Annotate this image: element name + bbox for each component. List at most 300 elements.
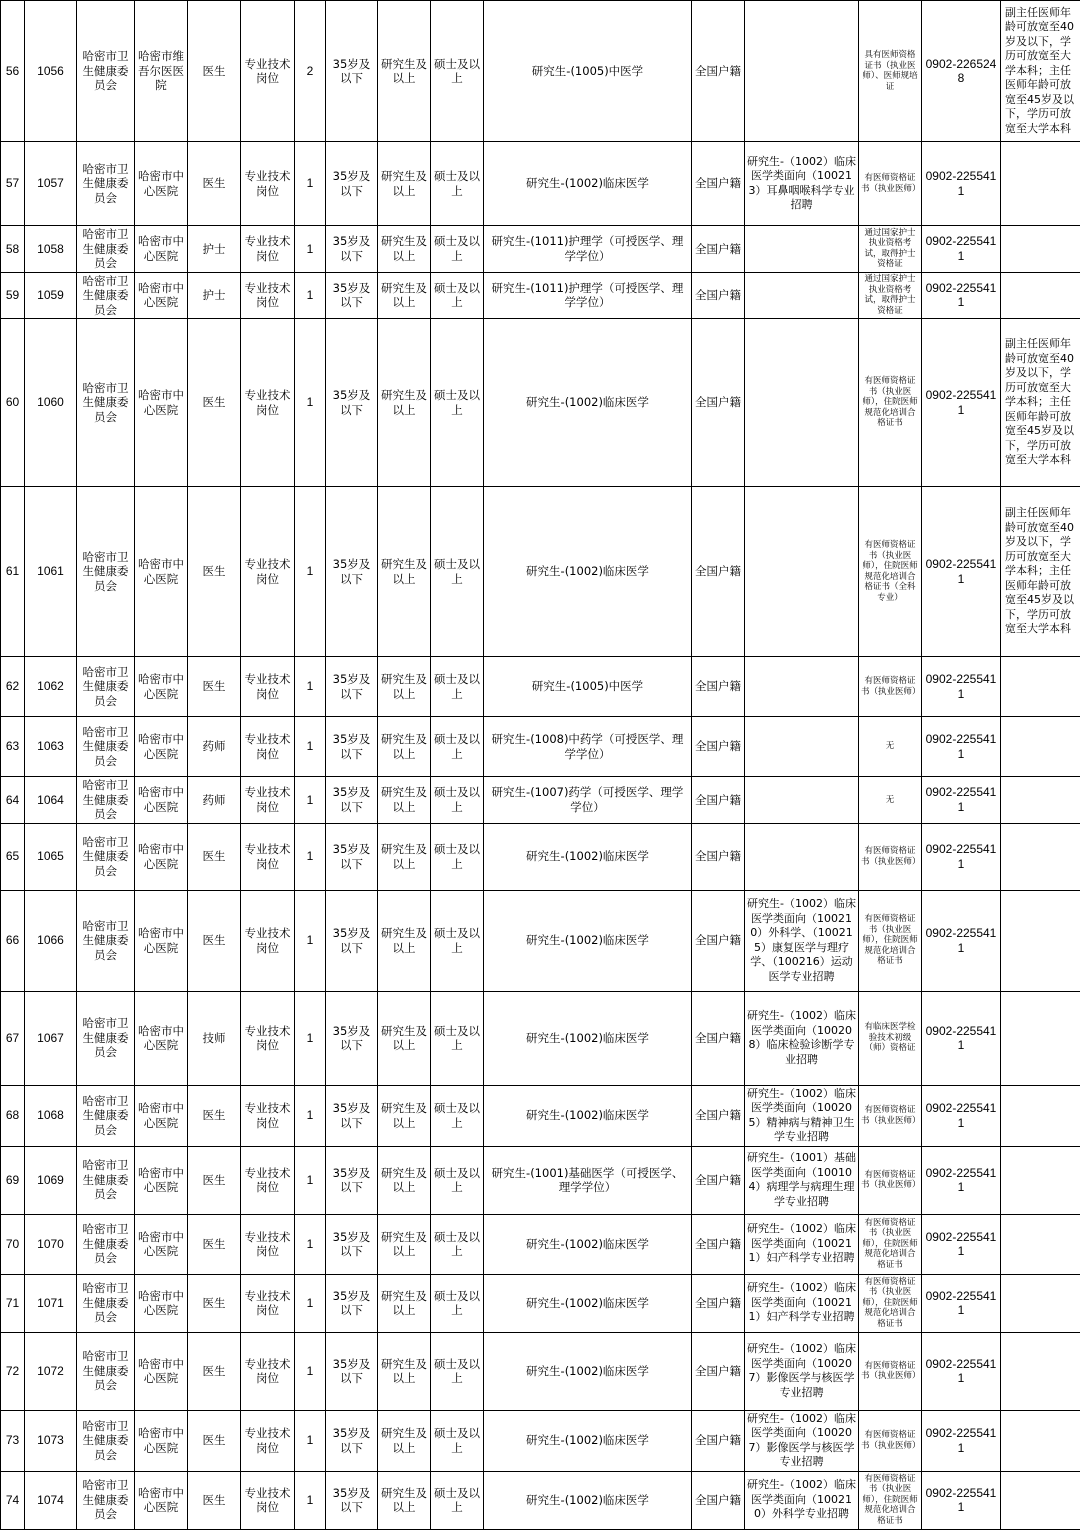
seq-cell: 72 [1, 1332, 25, 1410]
seq-cell: 66 [1, 890, 25, 991]
certificate-cell: 有医师资格证书（执业医师） [859, 1085, 922, 1146]
household-cell: 全国户籍 [692, 226, 745, 273]
dept-cell: 哈密市卫生健康委员会 [77, 890, 135, 991]
seq-cell: 63 [1, 717, 25, 777]
direction-cell: 研究生-（1002）临床医学类面向（100210）外科学专业招聘 [745, 1471, 859, 1529]
unit-cell: 哈密市中心医院 [135, 777, 188, 824]
education-cell: 研究生及以上 [378, 823, 431, 890]
age-cell: 35岁及以下 [326, 1, 378, 142]
age-cell: 35岁及以下 [326, 991, 378, 1085]
type-cell: 专业技术岗位 [241, 226, 295, 273]
phone-cell: 0902-2255411 [922, 272, 1001, 319]
note-cell [1001, 890, 1080, 991]
household-cell: 全国户籍 [692, 319, 745, 487]
headcount-cell: 1 [295, 226, 326, 273]
note-cell: 副主任医师年龄可放宽至40岁及以下，学历可放宽至大学本科；主任医师年龄可放宽至45岁及以下，学历可放宽至大学本科 [1001, 319, 1080, 487]
degree-cell: 硕士及以上 [431, 1214, 484, 1274]
headcount-cell: 1 [295, 1214, 326, 1274]
degree-cell: 硕士及以上 [431, 1410, 484, 1471]
certificate-cell: 有医师资格证书（执业医师） [859, 1332, 922, 1410]
age-cell: 35岁及以下 [326, 1085, 378, 1146]
headcount-cell: 1 [295, 142, 326, 226]
dept-cell: 哈密市卫生健康委员会 [77, 1, 135, 142]
type-cell: 专业技术岗位 [241, 1274, 295, 1332]
type-cell: 专业技术岗位 [241, 823, 295, 890]
age-cell: 35岁及以下 [326, 1146, 378, 1214]
dept-cell: 哈密市卫生健康委员会 [77, 823, 135, 890]
direction-cell: 研究生-（1002）临床医学类面向（100208）临床检验诊断学专业招聘 [745, 991, 859, 1085]
type-cell: 专业技术岗位 [241, 487, 295, 657]
code-cell: 1059 [25, 272, 77, 319]
major-cell: 研究生-(1002)临床医学 [484, 1410, 692, 1471]
direction-cell: 研究生-（1002）临床医学类面向（100207）影像医学与核医学专业招聘 [745, 1332, 859, 1410]
major-cell: 研究生-(1007)药学（可授医学、理学学位） [484, 777, 692, 824]
phone-cell: 0902-2255411 [922, 1471, 1001, 1529]
code-cell: 1074 [25, 1471, 77, 1529]
seq-cell: 73 [1, 1410, 25, 1471]
certificate-cell: 具有医师资格证书（执业医师）、医师规培证 [859, 1, 922, 142]
education-cell: 研究生及以上 [378, 1146, 431, 1214]
seq-cell: 74 [1, 1471, 25, 1529]
dept-cell: 哈密市卫生健康委员会 [77, 1274, 135, 1332]
education-cell: 研究生及以上 [378, 1085, 431, 1146]
direction-cell: 研究生-（1001）基础医学类面向（100104）病理学与病理生理学专业招聘 [745, 1146, 859, 1214]
household-cell: 全国户籍 [692, 1471, 745, 1529]
age-cell: 35岁及以下 [326, 319, 378, 487]
direction-cell [745, 823, 859, 890]
age-cell: 35岁及以下 [326, 1274, 378, 1332]
major-cell: 研究生-(1002)临床医学 [484, 1274, 692, 1332]
unit-cell: 哈密市中心医院 [135, 717, 188, 777]
phone-cell: 0902-2255411 [922, 717, 1001, 777]
note-cell [1001, 1146, 1080, 1214]
unit-cell: 哈密市中心医院 [135, 226, 188, 273]
direction-cell [745, 319, 859, 487]
table-row [1, 487, 1080, 657]
education-cell: 研究生及以上 [378, 777, 431, 824]
major-cell: 研究生-(1005)中医学 [484, 657, 692, 717]
headcount-cell: 1 [295, 1471, 326, 1529]
post-cell: 医生 [188, 1471, 241, 1529]
direction-cell: 研究生-（1002）临床医学类面向（100211）妇产科学专业招聘 [745, 1214, 859, 1274]
age-cell: 35岁及以下 [326, 142, 378, 226]
headcount-cell: 1 [295, 487, 326, 657]
table-row [1, 272, 1080, 319]
table-row [1, 717, 1080, 777]
post-cell: 医生 [188, 657, 241, 717]
phone-cell: 0902-2255411 [922, 991, 1001, 1085]
dept-cell: 哈密市卫生健康委员会 [77, 1332, 135, 1410]
phone-cell: 0902-2255411 [922, 1214, 1001, 1274]
note-cell [1001, 991, 1080, 1085]
dept-cell: 哈密市卫生健康委员会 [77, 1146, 135, 1214]
type-cell: 专业技术岗位 [241, 272, 295, 319]
table-row [1, 1214, 1080, 1274]
post-cell: 医生 [188, 1146, 241, 1214]
dept-cell: 哈密市卫生健康委员会 [77, 991, 135, 1085]
code-cell: 1056 [25, 1, 77, 142]
certificate-cell: 有医师资格证书（执业医师），住院医师规范化培训合格证书 [859, 1471, 922, 1529]
seq-cell: 61 [1, 487, 25, 657]
major-cell: 研究生-(1002)临床医学 [484, 1214, 692, 1274]
education-cell: 研究生及以上 [378, 1, 431, 142]
household-cell: 全国户籍 [692, 1146, 745, 1214]
direction-cell [745, 777, 859, 824]
degree-cell: 硕士及以上 [431, 319, 484, 487]
dept-cell: 哈密市卫生健康委员会 [77, 487, 135, 657]
unit-cell: 哈密市中心医院 [135, 1274, 188, 1332]
headcount-cell: 1 [295, 1410, 326, 1471]
seq-cell: 64 [1, 777, 25, 824]
post-cell: 护士 [188, 226, 241, 273]
degree-cell: 硕士及以上 [431, 991, 484, 1085]
table-row [1, 226, 1080, 273]
direction-cell: 研究生-（1002）临床医学类面向（100207）影像医学与核医学专业招聘 [745, 1410, 859, 1471]
degree-cell: 硕士及以上 [431, 1146, 484, 1214]
dept-cell: 哈密市卫生健康委员会 [77, 777, 135, 824]
degree-cell: 硕士及以上 [431, 142, 484, 226]
age-cell: 35岁及以下 [326, 1214, 378, 1274]
phone-cell: 0902-2255411 [922, 777, 1001, 824]
unit-cell: 哈密市中心医院 [135, 1214, 188, 1274]
education-cell: 研究生及以上 [378, 991, 431, 1085]
dept-cell: 哈密市卫生健康委员会 [77, 1410, 135, 1471]
seq-cell: 57 [1, 142, 25, 226]
degree-cell: 硕士及以上 [431, 272, 484, 319]
degree-cell: 硕士及以上 [431, 1, 484, 142]
headcount-cell: 1 [295, 890, 326, 991]
certificate-cell: 有医师资格证书（执业医师） [859, 823, 922, 890]
degree-cell: 硕士及以上 [431, 717, 484, 777]
post-cell: 药师 [188, 717, 241, 777]
unit-cell: 哈密市中心医院 [135, 890, 188, 991]
headcount-cell: 1 [295, 717, 326, 777]
type-cell: 专业技术岗位 [241, 1214, 295, 1274]
code-cell: 1058 [25, 226, 77, 273]
dept-cell: 哈密市卫生健康委员会 [77, 319, 135, 487]
household-cell: 全国户籍 [692, 777, 745, 824]
note-cell: 副主任医师年龄可放宽至40岁及以下，学历可放宽至大学本科；主任医师年龄可放宽至45岁及以下，学历可放宽至大学本科 [1001, 1, 1080, 142]
type-cell: 专业技术岗位 [241, 1146, 295, 1214]
type-cell: 专业技术岗位 [241, 657, 295, 717]
code-cell: 1071 [25, 1274, 77, 1332]
type-cell: 专业技术岗位 [241, 991, 295, 1085]
major-cell: 研究生-(1002)临床医学 [484, 1332, 692, 1410]
dept-cell: 哈密市卫生健康委员会 [77, 1085, 135, 1146]
phone-cell: 0902-2255411 [922, 823, 1001, 890]
phone-cell: 0902-2255411 [922, 1332, 1001, 1410]
unit-cell: 哈密市中心医院 [135, 1146, 188, 1214]
table-row [1, 1410, 1080, 1471]
major-cell: 研究生-(1002)临床医学 [484, 1471, 692, 1529]
code-cell: 1067 [25, 991, 77, 1085]
headcount-cell: 1 [295, 991, 326, 1085]
degree-cell: 硕士及以上 [431, 1085, 484, 1146]
household-cell: 全国户籍 [692, 1274, 745, 1332]
education-cell: 研究生及以上 [378, 1214, 431, 1274]
education-cell: 研究生及以上 [378, 717, 431, 777]
type-cell: 专业技术岗位 [241, 1, 295, 142]
note-cell [1001, 1085, 1080, 1146]
household-cell: 全国户籍 [692, 487, 745, 657]
table-row [1, 1274, 1080, 1332]
unit-cell: 哈密市维吾尔医医院 [135, 1, 188, 142]
certificate-cell: 有医师资格证书（执业医师），住院医师规范化培训合格证书 [859, 890, 922, 991]
phone-cell: 0902-2255411 [922, 1146, 1001, 1214]
education-cell: 研究生及以上 [378, 657, 431, 717]
certificate-cell: 有医师资格证书（执业医师） [859, 142, 922, 226]
household-cell: 全国户籍 [692, 272, 745, 319]
headcount-cell: 1 [295, 1146, 326, 1214]
note-cell [1001, 823, 1080, 890]
household-cell: 全国户籍 [692, 1410, 745, 1471]
education-cell: 研究生及以上 [378, 142, 431, 226]
seq-cell: 65 [1, 823, 25, 890]
phone-cell: 0902-2255411 [922, 226, 1001, 273]
household-cell: 全国户籍 [692, 823, 745, 890]
age-cell: 35岁及以下 [326, 890, 378, 991]
table-row [1, 142, 1080, 226]
dept-cell: 哈密市卫生健康委员会 [77, 272, 135, 319]
direction-cell [745, 226, 859, 273]
degree-cell: 硕士及以上 [431, 1471, 484, 1529]
post-cell: 技师 [188, 991, 241, 1085]
seq-cell: 69 [1, 1146, 25, 1214]
seq-cell: 70 [1, 1214, 25, 1274]
degree-cell: 硕士及以上 [431, 890, 484, 991]
direction-cell [745, 272, 859, 319]
certificate-cell: 有医师资格证书（执业医师），住院医师规范化培训合格证书 [859, 1274, 922, 1332]
education-cell: 研究生及以上 [378, 1471, 431, 1529]
education-cell: 研究生及以上 [378, 1410, 431, 1471]
direction-cell: 研究生-（1002）临床医学类面向（100210）外科学、（100215）康复医学与理疗学、（100216）运动医学专业招聘 [745, 890, 859, 991]
post-cell: 医生 [188, 1214, 241, 1274]
note-cell [1001, 1410, 1080, 1471]
post-cell: 医生 [188, 1, 241, 142]
major-cell: 研究生-(1002)临床医学 [484, 991, 692, 1085]
certificate-cell: 无 [859, 777, 922, 824]
certificate-cell: 有临床医学检验技术初级（师）资格证 [859, 991, 922, 1085]
phone-cell: 0902-2255411 [922, 1085, 1001, 1146]
direction-cell [745, 1, 859, 142]
seq-cell: 56 [1, 1, 25, 142]
phone-cell: 0902-2255411 [922, 890, 1001, 991]
post-cell: 护士 [188, 272, 241, 319]
code-cell: 1062 [25, 657, 77, 717]
code-cell: 1066 [25, 890, 77, 991]
seq-cell: 62 [1, 657, 25, 717]
phone-cell: 0902-2265248 [922, 1, 1001, 142]
post-cell: 医生 [188, 319, 241, 487]
headcount-cell: 2 [295, 1, 326, 142]
degree-cell: 硕士及以上 [431, 657, 484, 717]
seq-cell: 67 [1, 991, 25, 1085]
certificate-cell: 有医师资格证书（执业医师），住院医师规范化培训合格证书 [859, 319, 922, 487]
household-cell: 全国户籍 [692, 142, 745, 226]
table-row [1, 991, 1080, 1085]
table-row [1, 890, 1080, 991]
dept-cell: 哈密市卫生健康委员会 [77, 1471, 135, 1529]
age-cell: 35岁及以下 [326, 487, 378, 657]
direction-cell: 研究生-（1002）临床医学类面向（100211）妇产科学专业招聘 [745, 1274, 859, 1332]
seq-cell: 60 [1, 319, 25, 487]
degree-cell: 硕士及以上 [431, 1274, 484, 1332]
unit-cell: 哈密市中心医院 [135, 657, 188, 717]
code-cell: 1064 [25, 777, 77, 824]
age-cell: 35岁及以下 [326, 1471, 378, 1529]
unit-cell: 哈密市中心医院 [135, 1085, 188, 1146]
age-cell: 35岁及以下 [326, 226, 378, 273]
type-cell: 专业技术岗位 [241, 717, 295, 777]
phone-cell: 0902-2255411 [922, 487, 1001, 657]
degree-cell: 硕士及以上 [431, 823, 484, 890]
certificate-cell: 有医师资格证书（执业医师） [859, 1146, 922, 1214]
table-row [1, 1, 1080, 142]
post-cell: 医生 [188, 142, 241, 226]
code-cell: 1070 [25, 1214, 77, 1274]
dept-cell: 哈密市卫生健康委员会 [77, 717, 135, 777]
code-cell: 1057 [25, 142, 77, 226]
phone-cell: 0902-2255411 [922, 657, 1001, 717]
certificate-cell: 无 [859, 717, 922, 777]
note-cell [1001, 272, 1080, 319]
note-cell [1001, 777, 1080, 824]
headcount-cell: 1 [295, 1332, 326, 1410]
post-cell: 医生 [188, 1085, 241, 1146]
note-cell [1001, 142, 1080, 226]
post-cell: 医生 [188, 1410, 241, 1471]
household-cell: 全国户籍 [692, 717, 745, 777]
code-cell: 1073 [25, 1410, 77, 1471]
major-cell: 研究生-(1002)临床医学 [484, 142, 692, 226]
post-cell: 药师 [188, 777, 241, 824]
direction-cell: 研究生-（1002）临床医学类面向（100213）耳鼻咽喉科学专业招聘 [745, 142, 859, 226]
degree-cell: 硕士及以上 [431, 226, 484, 273]
direction-cell: 研究生-（1002）临床医学类面向（100205）精神病与精神卫生学专业招聘 [745, 1085, 859, 1146]
type-cell: 专业技术岗位 [241, 1471, 295, 1529]
dept-cell: 哈密市卫生健康委员会 [77, 657, 135, 717]
headcount-cell: 1 [295, 777, 326, 824]
table-body [1, 1, 1080, 1530]
unit-cell: 哈密市中心医院 [135, 1332, 188, 1410]
code-cell: 1060 [25, 319, 77, 487]
major-cell: 研究生-(1002)临床医学 [484, 319, 692, 487]
code-cell: 1068 [25, 1085, 77, 1146]
type-cell: 专业技术岗位 [241, 1410, 295, 1471]
post-cell: 医生 [188, 890, 241, 991]
age-cell: 35岁及以下 [326, 777, 378, 824]
headcount-cell: 1 [295, 1085, 326, 1146]
major-cell: 研究生-(1002)临床医学 [484, 1085, 692, 1146]
dept-cell: 哈密市卫生健康委员会 [77, 142, 135, 226]
direction-cell [745, 487, 859, 657]
note-cell [1001, 717, 1080, 777]
major-cell: 研究生-(1008)中药学（可授医学、理学学位） [484, 717, 692, 777]
certificate-cell: 有医师资格证书（执业医师） [859, 1410, 922, 1471]
code-cell: 1063 [25, 717, 77, 777]
certificate-cell: 有医师资格证书（执业医师） [859, 657, 922, 717]
certificate-cell: 有医师资格证书（执业医师），住院医师规范化培训合格证书（全科专业） [859, 487, 922, 657]
table-row [1, 823, 1080, 890]
seq-cell: 58 [1, 226, 25, 273]
certificate-cell: 通过国家护士执业资格考试，取得护士资格证 [859, 272, 922, 319]
post-cell: 医生 [188, 1332, 241, 1410]
education-cell: 研究生及以上 [378, 226, 431, 273]
household-cell: 全国户籍 [692, 991, 745, 1085]
certificate-cell: 有医师资格证书（执业医师），住院医师规范化培训合格证书 [859, 1214, 922, 1274]
type-cell: 专业技术岗位 [241, 777, 295, 824]
household-cell: 全国户籍 [692, 890, 745, 991]
age-cell: 35岁及以下 [326, 657, 378, 717]
degree-cell: 硕士及以上 [431, 487, 484, 657]
direction-cell [745, 657, 859, 717]
household-cell: 全国户籍 [692, 1332, 745, 1410]
headcount-cell: 1 [295, 319, 326, 487]
household-cell: 全国户籍 [692, 1, 745, 142]
degree-cell: 硕士及以上 [431, 777, 484, 824]
unit-cell: 哈密市中心医院 [135, 1410, 188, 1471]
post-cell: 医生 [188, 1274, 241, 1332]
major-cell: 研究生-(1002)临床医学 [484, 890, 692, 991]
unit-cell: 哈密市中心医院 [135, 1471, 188, 1529]
education-cell: 研究生及以上 [378, 272, 431, 319]
phone-cell: 0902-2255411 [922, 1274, 1001, 1332]
table-row [1, 657, 1080, 717]
age-cell: 35岁及以下 [326, 1410, 378, 1471]
unit-cell: 哈密市中心医院 [135, 991, 188, 1085]
age-cell: 35岁及以下 [326, 1332, 378, 1410]
note-cell [1001, 1332, 1080, 1410]
major-cell: 研究生-(1001)基础医学（可授医学、理学学位） [484, 1146, 692, 1214]
education-cell: 研究生及以上 [378, 319, 431, 487]
post-cell: 医生 [188, 487, 241, 657]
major-cell: 研究生-(1002)临床医学 [484, 823, 692, 890]
major-cell: 研究生-(1005)中医学 [484, 1, 692, 142]
major-cell: 研究生-(1002)临床医学 [484, 487, 692, 657]
age-cell: 35岁及以下 [326, 717, 378, 777]
seq-cell: 68 [1, 1085, 25, 1146]
headcount-cell: 1 [295, 1274, 326, 1332]
dept-cell: 哈密市卫生健康委员会 [77, 1214, 135, 1274]
post-cell: 医生 [188, 823, 241, 890]
certificate-cell: 通过国家护士执业资格考试，取得护士资格证 [859, 226, 922, 273]
dept-cell: 哈密市卫生健康委员会 [77, 226, 135, 273]
age-cell: 35岁及以下 [326, 272, 378, 319]
headcount-cell: 1 [295, 272, 326, 319]
table-row [1, 1471, 1080, 1529]
type-cell: 专业技术岗位 [241, 319, 295, 487]
code-cell: 1069 [25, 1146, 77, 1214]
unit-cell: 哈密市中心医院 [135, 142, 188, 226]
household-cell: 全国户籍 [692, 657, 745, 717]
code-cell: 1061 [25, 487, 77, 657]
age-cell: 35岁及以下 [326, 823, 378, 890]
major-cell: 研究生-(1011)护理学（可授医学、理学学位） [484, 272, 692, 319]
education-cell: 研究生及以上 [378, 1274, 431, 1332]
note-cell [1001, 226, 1080, 273]
degree-cell: 硕士及以上 [431, 1332, 484, 1410]
table-row [1, 777, 1080, 824]
unit-cell: 哈密市中心医院 [135, 272, 188, 319]
code-cell: 1065 [25, 823, 77, 890]
unit-cell: 哈密市中心医院 [135, 487, 188, 657]
note-cell: 副主任医师年龄可放宽至40岁及以下，学历可放宽至大学本科；主任医师年龄可放宽至45岁及以下，学历可放宽至大学本科 [1001, 487, 1080, 657]
unit-cell: 哈密市中心医院 [135, 319, 188, 487]
note-cell [1001, 1214, 1080, 1274]
code-cell: 1072 [25, 1332, 77, 1410]
direction-cell [745, 717, 859, 777]
phone-cell: 0902-2255411 [922, 1410, 1001, 1471]
